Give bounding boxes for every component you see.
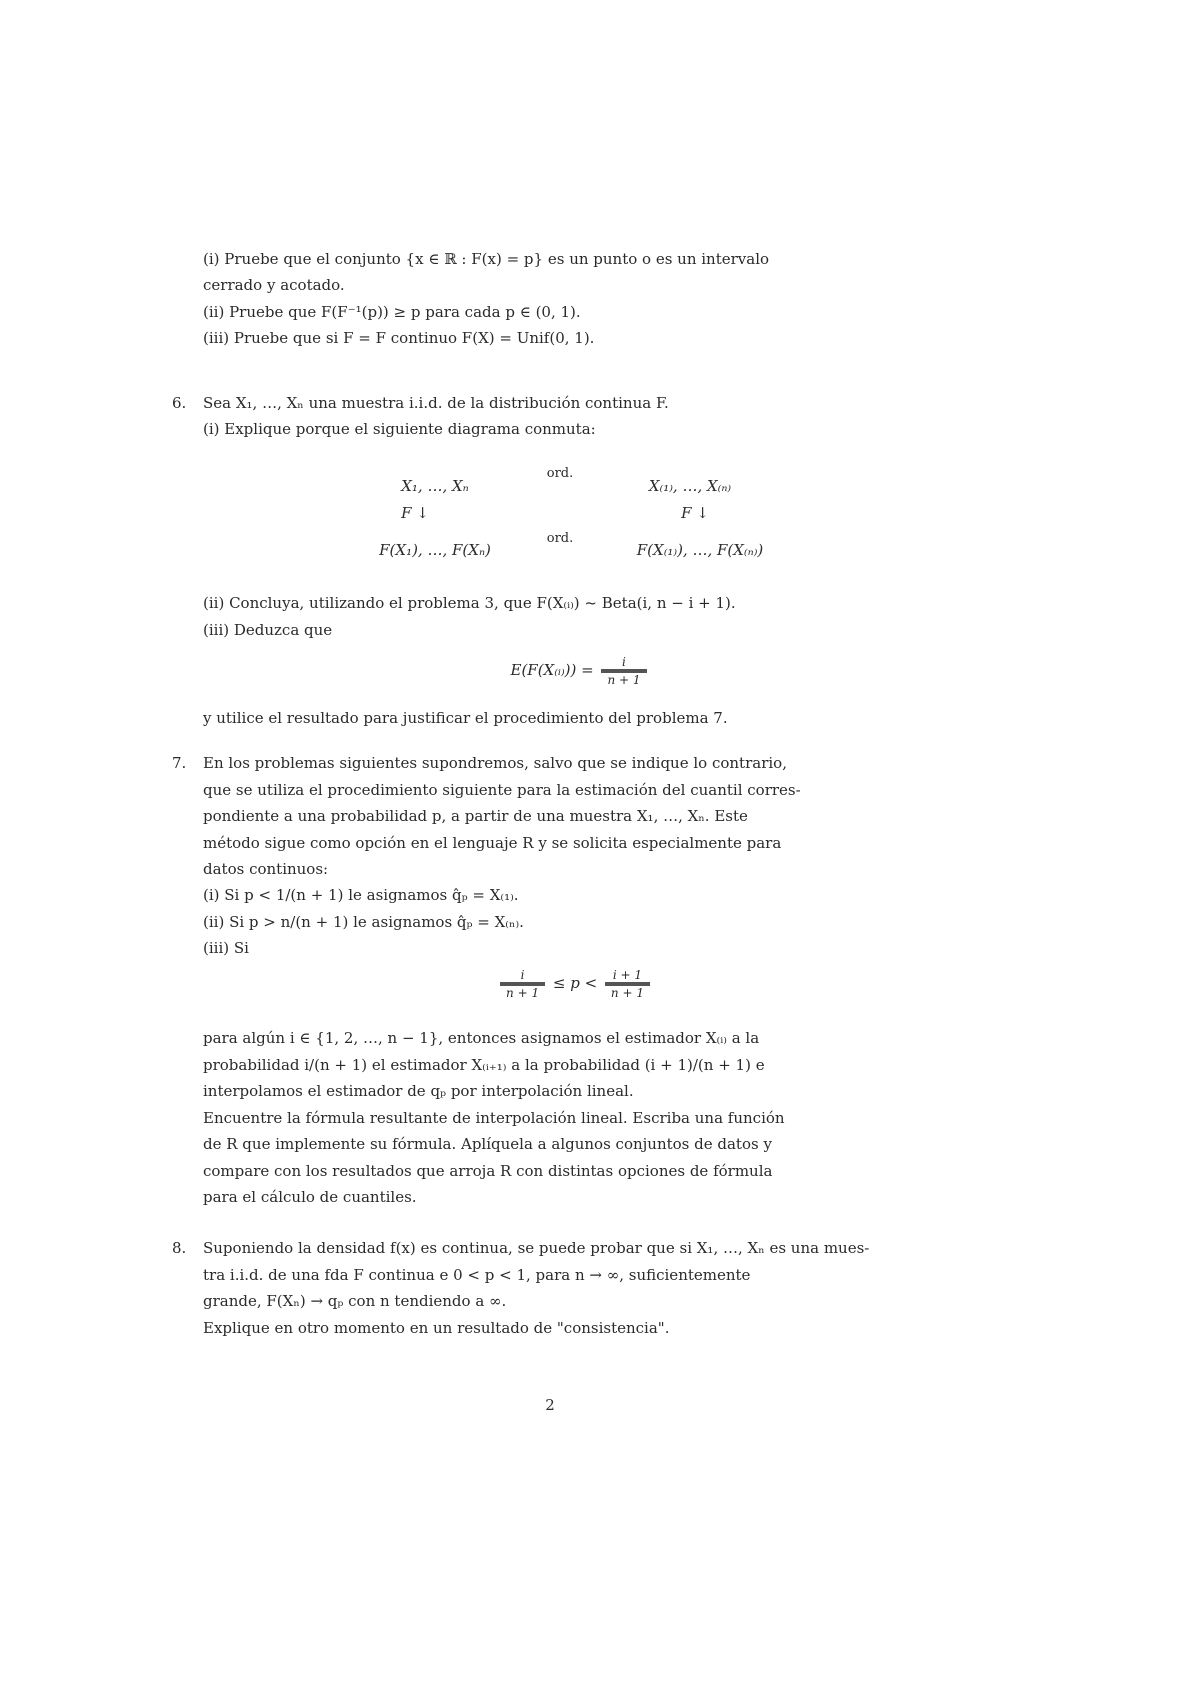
problem-7-part-iii: (iii) Si [203, 939, 249, 957]
interval-left-denominator: n + 1 [506, 986, 540, 1000]
diagram-top-left: X₁, …, Xₙ [401, 477, 469, 495]
problem-8-line-1: Suponiendo la densidad f(x) es continua, se puede probar que si X₁, …, Xₙ es una mues- [203, 1239, 870, 1257]
interval-left-fraction [500, 968, 545, 1000]
problem-7-line-4: método sigue como opción en el lenguaje R y se solicita especialmente para [203, 834, 782, 852]
diagram-top-arrow: ord. [546, 466, 574, 481]
problem-6-intro: Sea X₁, …, Xₙ una muestra i.i.d. de la distribución continua F. [203, 394, 669, 412]
problem-6-part-ii: (ii) Concluya, utilizando el problema 3, que F(X₍ᵢ₎) ~ Beta(i, n − i + 1). [203, 594, 736, 612]
diagram-right-map: F ↓ [681, 504, 709, 522]
part-i-line-1: (i) Pruebe que el conjunto {x ∈ ℝ : F(x) = p} es un punto o es un intervalo [203, 250, 770, 268]
problem-6-number: 6. [172, 394, 187, 412]
expectation-formula [470, 655, 690, 687]
page-number: 2 [545, 1396, 555, 1414]
problem-8-line-4: Explique en otro momento en un resultado de "consistencia". [203, 1319, 670, 1337]
problem-7-after-5: de R que implemente su fórmula. Aplíquela a algunos conjuntos de datos y [203, 1135, 772, 1153]
problem-8-number: 8. [172, 1239, 187, 1257]
problem-6-conclusion: y utilice el resultado para justificar el procedimiento del problema 7. [203, 709, 728, 727]
problem-7-after-7: para el cálculo de cuantiles. [203, 1188, 417, 1206]
problem-7-after-3: interpolamos el estimador de qₚ por interpolación lineal. [203, 1082, 634, 1100]
formula-numerator: i [601, 655, 646, 673]
part-iii: (iii) Pruebe que si F = F continuo F(X) = Unif(0, 1). [203, 329, 595, 347]
problem-6-part-iii: (iii) Deduzca que [203, 621, 333, 639]
formula-denominator: n + 1 [607, 673, 641, 687]
interval-right-numerator: i + 1 [605, 968, 650, 986]
problem-7-part-ii: (ii) Si p > n/(n + 1) le asignamos q̂ₚ = X₍ₙ₎. [203, 913, 524, 931]
interval-right-fraction [605, 968, 650, 1000]
problem-7-line-5: datos continuos: [203, 860, 329, 878]
diagram-bottom-right: F(X₍₁₎), …, F(X₍ₙ₎) [636, 541, 764, 559]
interval-formula [460, 968, 690, 1000]
problem-8-line-2: tra i.i.d. de una fda F continua e 0 < p < 1, para n → ∞, suficientemente [203, 1266, 751, 1284]
problem-6-part-i: (i) Explique porque el siguiente diagrama conmuta: [203, 420, 596, 438]
problem-7-line-1: En los problemas siguientes supondremos, salvo que se indique lo contrario, [203, 754, 787, 772]
formula-lhs: E(F(X₍ᵢ₎)) = [510, 661, 594, 679]
problem-7-after-6: compare con los resultados que arroja R con distintas opciones de fórmula [203, 1162, 773, 1180]
problem-7-number: 7. [172, 754, 187, 772]
diagram-top-right: X₍₁₎, …, X₍ₙ₎ [648, 477, 732, 495]
problem-7-line-3: pondiente a una probabilidad p, a partir de una muestra X₁, …, Xₙ. Este [203, 807, 748, 825]
problem-7-after-1: para algún i ∈ {1, 2, …, n − 1}, entonces asignamos el estimador X₍ᵢ₎ a la [203, 1029, 760, 1047]
diagram-bottom-arrow: ord. [546, 531, 574, 546]
problem-8-line-3: grande, F(Xₙ) → qₚ con n tendiendo a ∞. [203, 1292, 507, 1310]
diagram-bottom-left: F(X₁), …, F(Xₙ) [379, 541, 491, 559]
problem-7-after-4: Encuentre la fórmula resultante de interpolación lineal. Escriba una función [203, 1109, 785, 1127]
part-i-line-2: cerrado y acotado. [203, 276, 345, 294]
interval-relation: ≤ p < [552, 974, 598, 992]
problem-7-after-2: probabilidad i/(n + 1) el estimador X₍ᵢ₊₁₎ a la probabilidad (i + 1)/(n + 1) e [203, 1056, 765, 1074]
interval-right-denominator: n + 1 [610, 986, 644, 1000]
diagram-left-map: F ↓ [401, 504, 429, 522]
formula-fraction [601, 655, 646, 687]
interval-left-numerator: i [500, 968, 545, 986]
problem-7-line-2: que se utiliza el procedimiento siguiente para la estimación del cuantil corres- [203, 781, 801, 799]
part-ii: (ii) Pruebe que F(F⁻¹(p)) ≥ p para cada p ∈ (0, 1). [203, 303, 581, 321]
problem-7-part-i: (i) Si p < 1/(n + 1) le asignamos q̂ₚ = X₍₁₎. [203, 886, 519, 904]
